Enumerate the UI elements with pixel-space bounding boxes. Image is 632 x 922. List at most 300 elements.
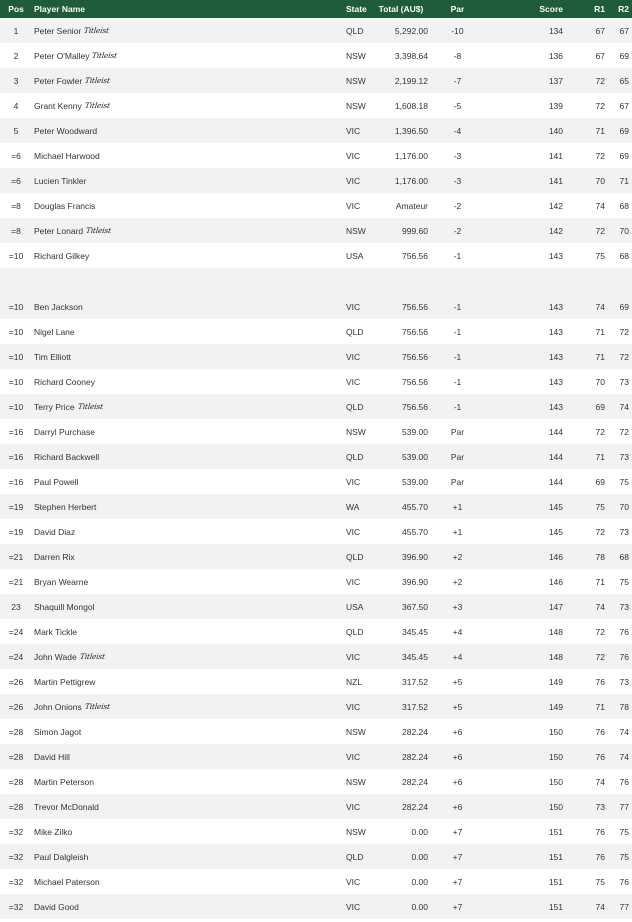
cell-par: -1 — [453, 301, 462, 312]
cell-r1: 72 — [595, 626, 605, 637]
cell-score: 150 — [548, 801, 563, 812]
cell-r2: 72 — [619, 326, 629, 337]
player-name-text[interactable]: Nigel Lane — [34, 326, 75, 337]
table-row[interactable] — [0, 394, 632, 419]
cell-score: 147 — [548, 601, 563, 612]
cell-r2: 72 — [619, 426, 629, 437]
cell-r1: 71 — [595, 326, 605, 337]
cell-total: 0.00 — [411, 876, 428, 887]
cell-score: 142 — [548, 200, 563, 211]
cell-player-name[interactable] — [32, 652, 346, 662]
cell-pos: =10 — [8, 376, 24, 387]
player-name-text[interactable]: David Diaz — [34, 526, 76, 537]
player-name-text[interactable]: Richard Backwell — [34, 451, 100, 462]
cell-state: QLD — [346, 401, 364, 412]
cell-total: 317.52 — [402, 676, 428, 687]
table-row[interactable] — [0, 68, 632, 93]
cell-state: VIC — [346, 701, 361, 712]
cell-pos: =16 — [8, 451, 24, 462]
cell-state: VIC — [346, 125, 361, 136]
table-row[interactable] — [0, 594, 632, 619]
cell-par: +1 — [452, 526, 463, 537]
cell-r2: 69 — [619, 301, 629, 312]
table-row[interactable] — [0, 819, 632, 844]
cell-r2: 76 — [619, 651, 629, 662]
cell-player-name[interactable] — [32, 502, 346, 512]
cell-r1: 72 — [595, 651, 605, 662]
cell-par: -7 — [453, 75, 462, 86]
cell-player-name[interactable] — [32, 402, 346, 412]
player-name-text[interactable]: Douglas Francis — [34, 200, 96, 211]
rows-top — [0, 18, 632, 268]
cell-r2: 70 — [619, 501, 629, 512]
cell-score: 143 — [548, 301, 563, 312]
cell-state: VIC — [346, 876, 361, 887]
cell-total: 0.00 — [411, 851, 428, 862]
cell-player-name[interactable] — [32, 877, 346, 887]
player-name-text[interactable]: Darryl Purchase — [34, 426, 95, 437]
table-row[interactable] — [0, 719, 632, 744]
table-row[interactable] — [0, 93, 632, 118]
cell-r2: 68 — [619, 200, 629, 211]
cell-pos: =24 — [8, 651, 24, 662]
player-name-text[interactable]: Paul Powell — [34, 476, 79, 487]
cell-pos: =8 — [11, 225, 21, 236]
cell-r2: 73 — [619, 451, 629, 462]
table-row[interactable] — [0, 894, 632, 919]
cell-player-name[interactable] — [32, 602, 346, 612]
cell-pos: =26 — [8, 701, 24, 712]
cell-player-name[interactable] — [32, 902, 346, 912]
player-name-text[interactable]: Tim Elliott — [34, 351, 71, 362]
cell-par: -1 — [453, 250, 462, 261]
table-row[interactable] — [0, 193, 632, 218]
player-name-text[interactable]: Lucien Tinkler — [34, 175, 87, 186]
cell-total: 0.00 — [411, 826, 428, 837]
table-row[interactable] — [0, 294, 632, 319]
player-name-text[interactable]: David Hill — [34, 751, 70, 762]
cell-player-name[interactable] — [32, 627, 346, 637]
col-header-par[interactable]: Par — [450, 4, 465, 14]
cell-r1: 71 — [595, 451, 605, 462]
cell-state: VIC — [346, 901, 361, 912]
titleist-logo: Titleist — [79, 652, 106, 661]
titleist-logo: Titleist — [91, 51, 119, 60]
cell-total: 317.52 — [402, 701, 428, 712]
cell-r2: 68 — [619, 551, 629, 562]
table-row[interactable] — [0, 18, 632, 43]
cell-par: +4 — [452, 651, 463, 662]
cell-state: NSW — [346, 50, 366, 61]
cell-score: 151 — [548, 826, 563, 837]
col-header-r2[interactable]: R2 — [618, 4, 629, 14]
player-name-text[interactable]: Darren Rix — [34, 551, 75, 562]
col-header-player[interactable]: Player Name — [34, 4, 86, 14]
cell-state: VIC — [346, 801, 361, 812]
cell-pos: =28 — [8, 726, 24, 737]
cell-par: -2 — [453, 200, 462, 211]
titleist-logo: Titleist — [83, 26, 110, 35]
table-row[interactable] — [0, 769, 632, 794]
cell-r2: 73 — [619, 601, 629, 612]
cell-total: 367.50 — [402, 601, 428, 612]
player-name-text[interactable]: Mark Tickle — [34, 626, 77, 637]
cell-pos: 5 — [13, 125, 19, 136]
cell-player-name[interactable] — [32, 377, 346, 387]
cell-pos: =28 — [8, 776, 24, 787]
cell-total: 2,199.12 — [394, 75, 428, 86]
table-row[interactable] — [0, 494, 632, 519]
col-header-total[interactable]: Total (AU$) — [378, 4, 424, 14]
cell-state: NSW — [346, 426, 366, 437]
cell-par: Par — [450, 426, 465, 437]
table-row[interactable] — [0, 619, 632, 644]
player-name-text[interactable]: Ben Jackson — [34, 301, 83, 312]
cell-player-name[interactable] — [32, 327, 346, 337]
cell-score: 145 — [548, 501, 563, 512]
cell-score: 151 — [548, 901, 563, 912]
cell-player-name[interactable] — [32, 552, 346, 562]
cell-player-name[interactable] — [32, 26, 346, 36]
cell-par: +6 — [452, 726, 463, 737]
player-name-text[interactable]: Richard Gilkey — [34, 250, 90, 261]
cell-score: 146 — [548, 551, 563, 562]
player-name-text[interactable]: Michael Paterson — [34, 876, 100, 887]
cell-player-name[interactable] — [32, 151, 346, 161]
titleist-logo: Titleist — [85, 226, 112, 235]
cell-pos: =10 — [8, 326, 24, 337]
cell-r1: 78 — [595, 551, 605, 562]
cell-r2: 76 — [619, 776, 629, 787]
cell-state: VIC — [346, 751, 361, 762]
cell-pos: =10 — [8, 351, 24, 362]
cell-score: 148 — [548, 651, 563, 662]
cell-r1: 67 — [595, 50, 605, 61]
player-name-text[interactable]: Terry Price — [34, 401, 75, 412]
cell-r2: 75 — [619, 476, 629, 487]
cell-total: 455.70 — [402, 501, 428, 512]
cell-score: 141 — [548, 175, 563, 186]
table-row[interactable] — [0, 444, 632, 469]
cell-pos: =16 — [8, 426, 24, 437]
cell-total: 396.90 — [402, 576, 428, 587]
cell-state: NSW — [346, 100, 366, 111]
table-row[interactable] — [0, 344, 632, 369]
cell-par: Par — [450, 476, 465, 487]
cell-total: 756.56 — [402, 401, 428, 412]
cell-player-name[interactable] — [32, 251, 346, 261]
table-row[interactable] — [0, 669, 632, 694]
cell-r1: 71 — [595, 125, 605, 136]
table-row[interactable] — [0, 43, 632, 68]
cell-state: VIC — [346, 376, 361, 387]
cell-score: 143 — [548, 351, 563, 362]
cell-r2: 67 — [619, 100, 629, 111]
cell-player-name[interactable] — [32, 176, 346, 186]
cell-r2: 74 — [619, 726, 629, 737]
cell-pos: =10 — [8, 250, 24, 261]
table-row[interactable] — [0, 869, 632, 894]
cell-total: 5,292.00 — [394, 25, 428, 36]
cell-r1: 74 — [595, 776, 605, 787]
cell-score: 143 — [548, 376, 563, 387]
cell-total: 282.24 — [402, 726, 428, 737]
cell-player-name[interactable] — [32, 752, 346, 762]
cell-state: NSW — [346, 75, 366, 86]
cell-r1: 71 — [595, 576, 605, 587]
table-row[interactable] — [0, 569, 632, 594]
cell-state: NSW — [346, 726, 366, 737]
player-name-text[interactable]: Peter O'Malley — [34, 50, 90, 61]
cell-state: VIC — [346, 651, 361, 662]
cell-par: -1 — [453, 401, 462, 412]
cell-state: QLD — [346, 451, 364, 462]
cell-par: +6 — [452, 776, 463, 787]
cell-state: QLD — [346, 851, 364, 862]
cell-r2: 77 — [619, 801, 629, 812]
cell-par: -2 — [453, 225, 462, 236]
cell-r1: 76 — [595, 676, 605, 687]
cell-par: +1 — [452, 501, 463, 512]
cell-par: +7 — [452, 851, 463, 862]
cell-par: +7 — [452, 901, 463, 912]
cell-r2: 75 — [619, 576, 629, 587]
cell-player-name[interactable] — [32, 802, 346, 812]
col-header-pos[interactable]: Pos — [8, 4, 24, 14]
titleist-logo: Titleist — [84, 101, 111, 110]
cell-par: +7 — [452, 876, 463, 887]
player-name-text[interactable]: Stephen Herbert — [34, 501, 97, 512]
cell-player-name[interactable] — [32, 352, 346, 362]
cell-par: +6 — [452, 751, 463, 762]
cell-par: Par — [450, 451, 465, 462]
cell-r2: 74 — [619, 401, 629, 412]
player-name-text[interactable]: Simon Jagot — [34, 726, 82, 737]
cell-r1: 76 — [595, 726, 605, 737]
player-name-text[interactable]: Richard Cooney — [34, 376, 95, 387]
cell-player-name[interactable] — [32, 727, 346, 737]
col-header-state[interactable]: State — [346, 4, 367, 14]
cell-total: 756.56 — [402, 376, 428, 387]
cell-pos: =8 — [11, 200, 21, 211]
player-name-text[interactable]: Bryan Wearne — [34, 576, 89, 587]
player-name-text[interactable]: Peter Woodward — [34, 125, 98, 136]
cell-score: 139 — [548, 100, 563, 111]
player-name-text[interactable]: Paul Dalgleish — [34, 851, 89, 862]
cell-par: -4 — [453, 125, 462, 136]
cell-r1: 70 — [595, 175, 605, 186]
cell-r2: 77 — [619, 901, 629, 912]
table-row[interactable] — [0, 469, 632, 494]
cell-state: NSW — [346, 225, 366, 236]
rows-bottom — [0, 294, 632, 919]
cell-r1: 67 — [595, 25, 605, 36]
table-row[interactable] — [0, 369, 632, 394]
cell-pos: =24 — [8, 626, 24, 637]
cell-r1: 72 — [595, 75, 605, 86]
cell-pos: 1 — [13, 25, 19, 36]
table-row[interactable] — [0, 644, 632, 669]
cut-divider — [0, 268, 632, 294]
cell-total: 539.00 — [402, 426, 428, 437]
cell-r1: 71 — [595, 701, 605, 712]
cell-pos: =19 — [8, 526, 24, 537]
cell-r1: 72 — [595, 150, 605, 161]
player-name-text[interactable]: Trevor McDonald — [34, 801, 99, 812]
cell-state: WA — [346, 501, 360, 512]
cell-par: -1 — [453, 351, 462, 362]
cell-player-name[interactable] — [32, 702, 346, 712]
table-row[interactable] — [0, 794, 632, 819]
cell-score: 140 — [548, 125, 563, 136]
cell-state: VIC — [346, 200, 361, 211]
cell-score: 149 — [548, 676, 563, 687]
cell-pos: =32 — [8, 876, 24, 887]
cell-player-name[interactable] — [32, 302, 346, 312]
cell-score: 144 — [548, 451, 563, 462]
cell-player-name[interactable] — [32, 452, 346, 462]
cell-r1: 75 — [595, 876, 605, 887]
cell-score: 143 — [548, 250, 563, 261]
player-name-text[interactable]: Peter Lonard — [34, 225, 84, 236]
cell-player-name[interactable] — [32, 477, 346, 487]
cell-total: 282.24 — [402, 751, 428, 762]
table-row[interactable] — [0, 544, 632, 569]
cell-total: 455.70 — [402, 526, 428, 537]
cell-player-name[interactable] — [32, 427, 346, 437]
table-row[interactable] — [0, 118, 632, 143]
cell-state: VIC — [346, 150, 361, 161]
cell-player-name[interactable] — [32, 577, 346, 587]
player-name-text[interactable]: David Good — [34, 901, 79, 912]
cell-r2: 72 — [619, 351, 629, 362]
player-name-text[interactable]: Martin Peterson — [34, 776, 94, 787]
cell-r1: 75 — [595, 501, 605, 512]
table-header — [0, 0, 632, 18]
cell-pos: =10 — [8, 401, 24, 412]
cell-pos: =21 — [8, 551, 24, 562]
cell-pos: =32 — [8, 826, 24, 837]
cell-total: 756.56 — [402, 301, 428, 312]
cell-par: -8 — [453, 50, 462, 61]
cell-state: NSW — [346, 776, 366, 787]
cell-r2: 74 — [619, 751, 629, 762]
cell-player-name[interactable] — [32, 51, 346, 61]
cell-r1: 72 — [595, 426, 605, 437]
col-header-score[interactable]: Score — [539, 4, 563, 14]
cell-r1: 74 — [595, 601, 605, 612]
player-name-text[interactable]: Grant Kenny — [34, 100, 82, 111]
cell-par: +5 — [452, 701, 463, 712]
player-name-text[interactable]: Peter Fowler — [34, 75, 83, 86]
cell-player-name[interactable] — [32, 677, 346, 687]
cell-total: 282.24 — [402, 801, 428, 812]
cell-pos: =21 — [8, 576, 24, 587]
cell-par: +2 — [452, 551, 463, 562]
cell-r1: 72 — [595, 526, 605, 537]
cell-total: 756.56 — [402, 326, 428, 337]
player-name-text[interactable]: Peter Senior — [34, 25, 82, 36]
cell-r1: 74 — [595, 901, 605, 912]
table-row[interactable] — [0, 519, 632, 544]
cell-player-name[interactable] — [32, 226, 346, 236]
player-name-text[interactable]: Shaquill Mongol — [34, 601, 95, 612]
cell-r1: 74 — [595, 301, 605, 312]
cell-player-name[interactable] — [32, 777, 346, 787]
table-row[interactable] — [0, 419, 632, 444]
player-name-text[interactable]: Michael Harwood — [34, 150, 100, 161]
cell-state: VIC — [346, 301, 361, 312]
cell-score: 146 — [548, 576, 563, 587]
cell-pos: 3 — [13, 75, 19, 86]
cell-r1: 69 — [595, 476, 605, 487]
cell-pos: =28 — [8, 801, 24, 812]
cell-par: +2 — [452, 576, 463, 587]
cell-total: 1,396.50 — [394, 125, 428, 136]
table-row[interactable] — [0, 243, 632, 268]
cell-score: 145 — [548, 526, 563, 537]
cell-r2: 69 — [619, 125, 629, 136]
cell-par: -3 — [453, 175, 462, 186]
cell-par: +7 — [452, 826, 463, 837]
cell-total: Amateur — [395, 200, 428, 211]
cell-total: 539.00 — [402, 476, 428, 487]
table-row[interactable] — [0, 319, 632, 344]
table-row[interactable] — [0, 844, 632, 869]
cell-r2: 73 — [619, 526, 629, 537]
cell-r2: 75 — [619, 826, 629, 837]
cell-r1: 72 — [595, 100, 605, 111]
cell-player-name[interactable] — [32, 126, 346, 136]
col-header-r1[interactable]: R1 — [594, 4, 605, 14]
player-name-text[interactable]: John Onions — [34, 701, 82, 712]
table-row[interactable] — [0, 694, 632, 719]
cell-score: 134 — [548, 25, 563, 36]
cell-player-name[interactable] — [32, 527, 346, 537]
cell-r2: 78 — [619, 701, 629, 712]
cell-player-name[interactable] — [32, 76, 346, 86]
cell-state: QLD — [346, 25, 364, 36]
cell-r1: 71 — [595, 351, 605, 362]
cell-r1: 73 — [595, 801, 605, 812]
table-row[interactable] — [0, 143, 632, 168]
cell-par: +3 — [452, 601, 463, 612]
cell-player-name[interactable] — [32, 101, 346, 111]
cell-pos: =6 — [11, 175, 21, 186]
cell-total: 1,176.00 — [394, 150, 428, 161]
cell-pos: 4 — [13, 100, 19, 111]
cell-pos: =26 — [8, 676, 24, 687]
cell-score: 136 — [548, 50, 563, 61]
table-row[interactable] — [0, 744, 632, 769]
player-name-text[interactable]: Martin Pettigrew — [34, 676, 96, 687]
cell-par: +5 — [452, 676, 463, 687]
cell-player-name[interactable] — [32, 201, 346, 211]
cell-state: USA — [346, 601, 364, 612]
cell-total: 345.45 — [402, 651, 428, 662]
cell-player-name[interactable] — [32, 852, 346, 862]
cell-player-name[interactable] — [32, 827, 346, 837]
cell-r2: 73 — [619, 676, 629, 687]
table-row[interactable] — [0, 168, 632, 193]
titleist-logo: Titleist — [76, 402, 104, 411]
player-name-text[interactable]: John Wade — [34, 651, 77, 662]
cell-pos: =19 — [8, 501, 24, 512]
player-name-text[interactable]: Mike Zilko — [34, 826, 73, 837]
cell-par: +4 — [452, 626, 463, 637]
table-row[interactable] — [0, 218, 632, 243]
cell-par: +6 — [452, 801, 463, 812]
